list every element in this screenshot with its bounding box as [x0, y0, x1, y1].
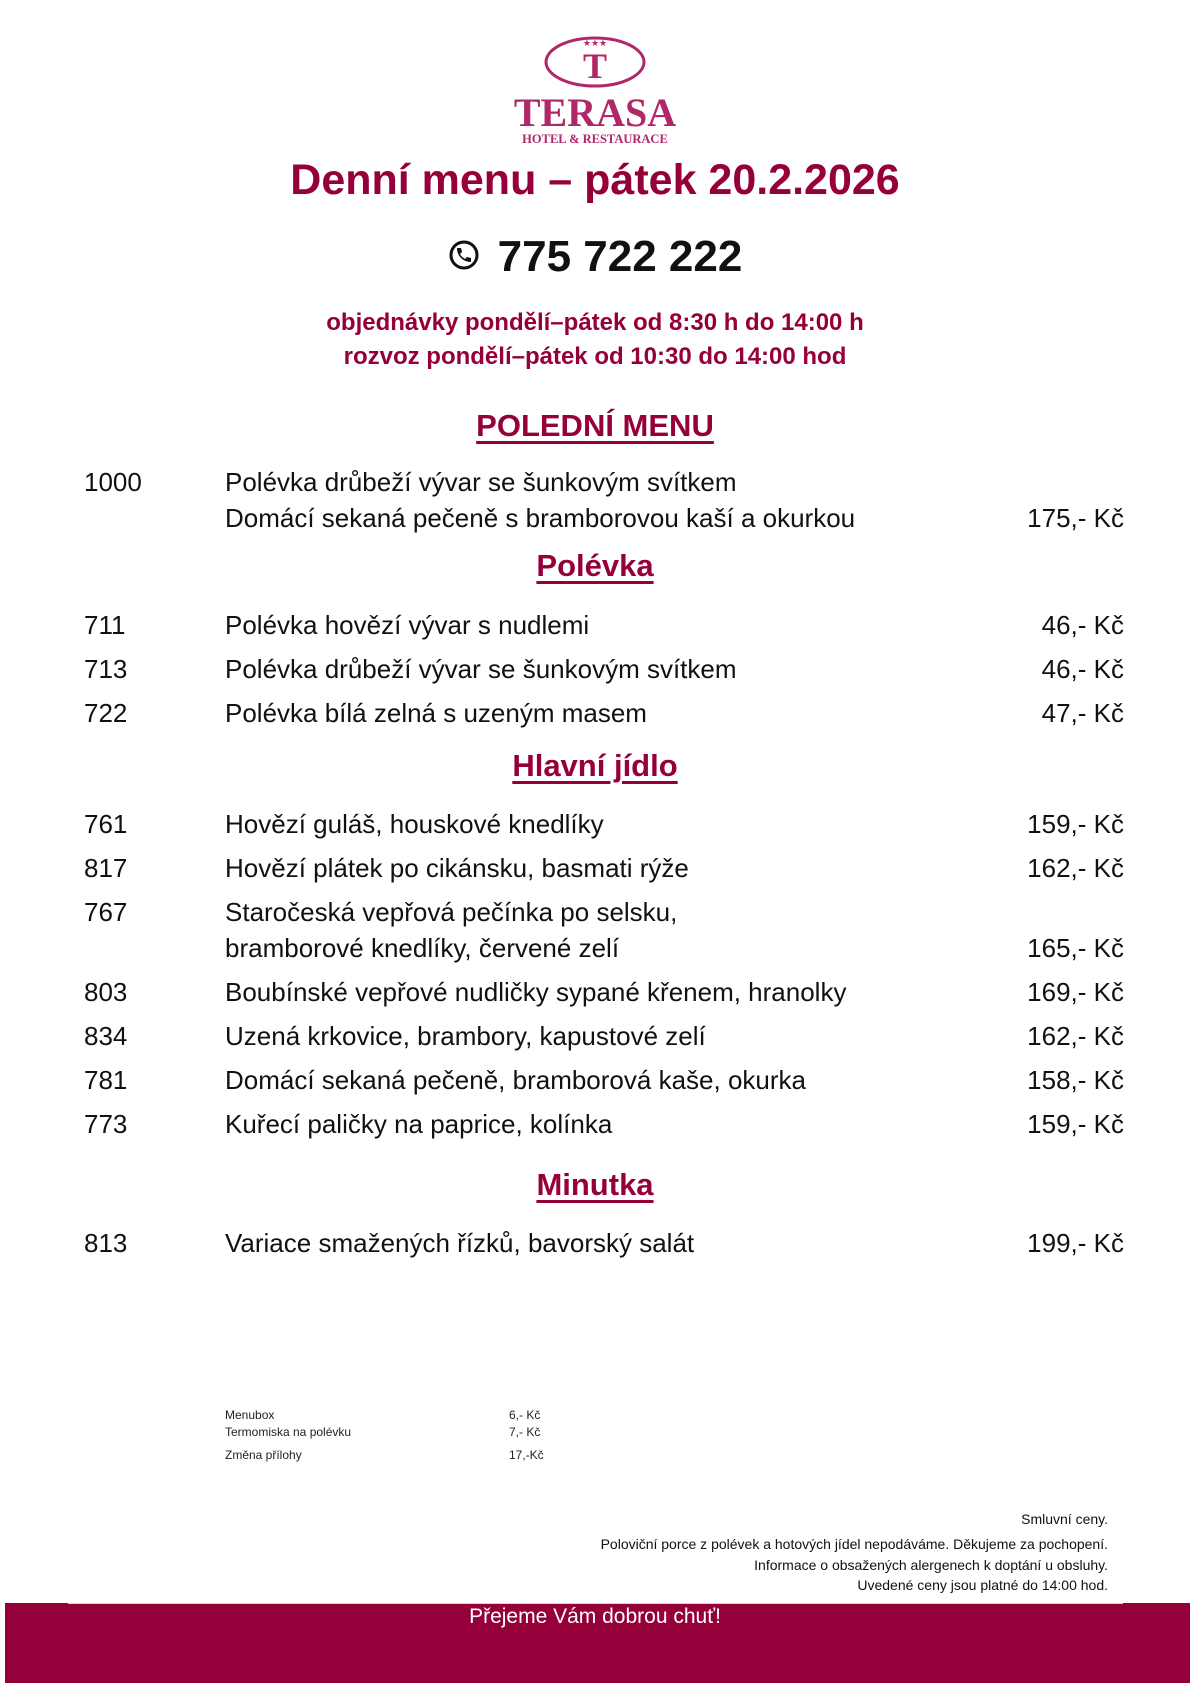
item-code: 767	[84, 897, 128, 927]
item-price: 162,- Kč	[1027, 1021, 1124, 1051]
item-code: 813	[84, 1228, 128, 1258]
section-polevka: Polévka	[536, 548, 654, 583]
page-title: Denní menu – pátek 20.2.2026	[290, 156, 900, 204]
item-name: Hovězí guláš, houskové knedlíky	[225, 809, 604, 839]
extra-label: Menubox	[225, 1408, 275, 1422]
item-name: Boubínské vepřové nudličky sypané křenem, hranolky	[225, 977, 847, 1007]
extra-price: 6,- Kč	[509, 1408, 541, 1422]
phone-number[interactable]: 775 722 222	[497, 232, 743, 281]
item-price: 159,- Kč	[1027, 809, 1124, 839]
item-code: 773	[84, 1109, 128, 1139]
logo-initial: T	[582, 46, 608, 86]
logo	[495, 36, 695, 148]
logo-subtitle: HOTEL & RESTAURACE	[522, 132, 668, 146]
item-name: Domácí sekaná pečeně, bramborová kaše, okurka	[225, 1065, 806, 1095]
item-price: 46,- Kč	[1041, 610, 1124, 640]
item-name: Variace smažených řízků, bavorský salát	[225, 1228, 695, 1258]
menu-item-main	[84, 894, 1124, 966]
order-hours: objednávky pondělí–pátek od 8:30 h do 14:00 h	[326, 309, 864, 336]
item-price: 165,- Kč	[1027, 933, 1124, 963]
extra-price: 7,- Kč	[509, 1425, 541, 1439]
item-price: 169,- Kč	[1027, 977, 1124, 1007]
item-price: 162,- Kč	[1027, 853, 1124, 883]
item-code: 711	[84, 610, 126, 640]
note-half-portions: Poloviční porce z polévek a hotových jídel nepodáváme. Děkujeme za pochopení.	[600, 1536, 1108, 1552]
extra-label: Termomiska na polévku	[225, 1425, 352, 1439]
item-name: Hovězí plátek po cikánsku, basmati rýže	[225, 853, 689, 883]
item-price: 46,- Kč	[1041, 654, 1124, 684]
footer-greeting: Přejeme Vám dobrou chuť!	[469, 1605, 721, 1628]
note-price-validity: Uvedené ceny jsou platné do 14:00 hod.	[857, 1577, 1108, 1593]
item-code: 817	[84, 853, 128, 883]
item-price: 47,- Kč	[1041, 698, 1124, 728]
item-name-line2: Domácí sekaná pečeně s bramborovou kaší a okurkou	[225, 503, 856, 533]
item-code: 834	[84, 1021, 128, 1051]
delivery-hours: rozvoz pondělí–pátek od 10:30 do 14:00 hod	[343, 343, 847, 370]
item-price: 175,- Kč	[1027, 503, 1124, 533]
section-hlavni-jidlo: Hlavní jídlo	[512, 748, 678, 783]
item-price: 199,- Kč	[1027, 1228, 1124, 1258]
item-code: 761	[84, 809, 128, 839]
item-code: 722	[84, 698, 128, 728]
item-code: 1000	[84, 467, 142, 497]
item-name: Uzená krkovice, brambory, kapustové zelí	[225, 1021, 706, 1051]
item-name: Polévka bílá zelná s uzeným masem	[225, 698, 647, 728]
extra-price: 17,-Kč	[509, 1448, 544, 1462]
section-poledni-menu: POLEDNÍ MENU	[476, 408, 714, 443]
phone-icon	[448, 239, 480, 276]
item-name: Polévka drůbeží vývar se šunkovým svítkem	[225, 467, 737, 497]
item-code: 713	[84, 654, 128, 684]
section-minutka: Minutka	[536, 1167, 654, 1202]
item-price: 158,- Kč	[1027, 1065, 1124, 1095]
logo-name: TERASA	[513, 90, 677, 135]
item-name: Staročeská vepřová pečínka po selsku,	[225, 897, 678, 927]
logo-mark	[495, 36, 695, 148]
extra-label: Změna přílohy	[225, 1448, 302, 1462]
item-code: 781	[84, 1065, 128, 1095]
item-name: Kuřecí paličky na paprice, kolínka	[225, 1109, 613, 1139]
item-name: Polévka drůbeží vývar se šunkovým svítkem	[225, 654, 737, 684]
note-contract-prices: Smluvní ceny.	[1021, 1511, 1108, 1527]
item-code: 803	[84, 977, 128, 1007]
footer-divider	[68, 1603, 1123, 1604]
item-name: Polévka hovězí vývar s nudlemi	[225, 610, 590, 640]
item-name-line2: bramborové knedlíky, červené zelí	[225, 933, 620, 963]
note-allergens: Informace o obsažených alergenech k doptání u obsluhy.	[754, 1557, 1108, 1573]
logo-stars: ★★★	[582, 39, 608, 49]
phone-row	[0, 232, 1190, 282]
menu-item-poledni	[84, 464, 1124, 536]
item-price: 159,- Kč	[1027, 1109, 1124, 1139]
